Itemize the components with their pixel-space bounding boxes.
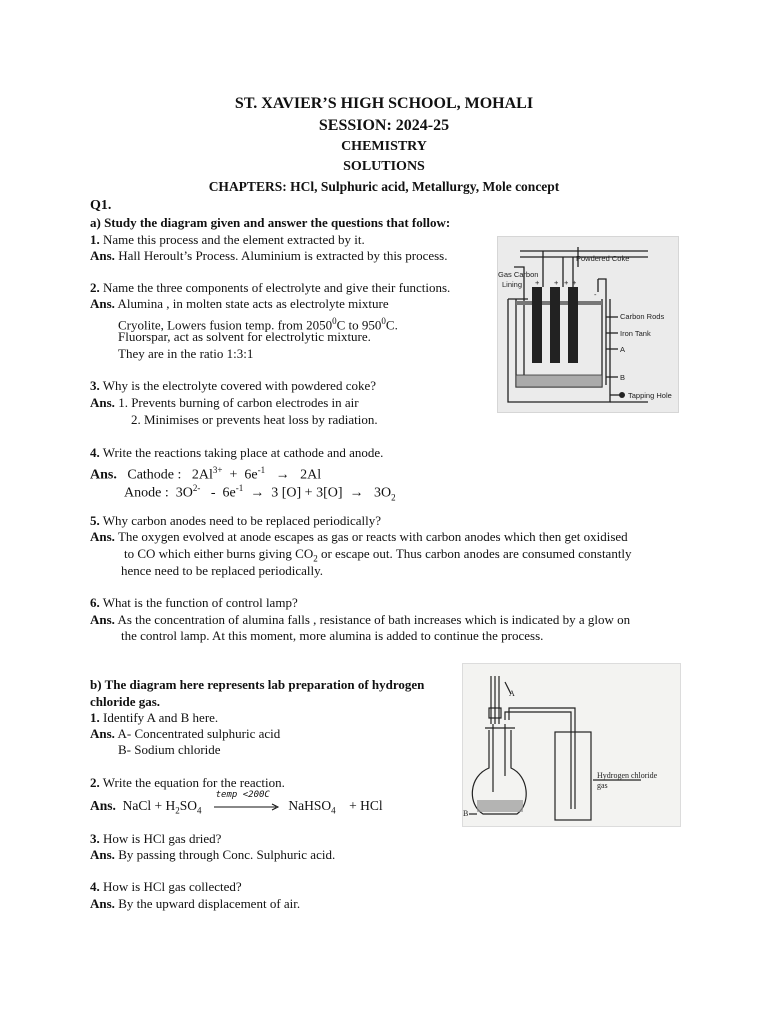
- a-q5-answer-3: hence need to be replaced periodically.: [121, 563, 323, 578]
- reaction-condition: temp <200C: [215, 790, 270, 800]
- a-q5: 5. Why carbon anodes need to be replaced periodically?: [90, 513, 382, 528]
- part-b-heading-1: b) The diagram here represents lab preparation of hydrogen: [90, 677, 425, 692]
- part-a-heading: a) Study the diagram given and answer the questions that follow:: [90, 215, 451, 230]
- b-q1-answer-2: B- Sodium chloride: [118, 742, 221, 757]
- a-q1: 1. Name this process and the element extracted by it.: [90, 232, 365, 247]
- a-q3: 3. Why is the electrolyte covered with powdered coke?: [90, 378, 377, 393]
- b-q4: 4. How is HCl gas collected?: [90, 879, 242, 894]
- label-hydrogen-chloride: Hydrogen chloride: [597, 771, 658, 780]
- doc-type-title: SOLUTIONS: [343, 159, 425, 174]
- label-a: A: [620, 345, 626, 354]
- a-q2-answer-2: Cryolite, Lowers fusion temp. from 2050$^0$C to $950^0C$.: [118, 316, 398, 333]
- sign-plus-4: +: [572, 278, 577, 287]
- a-q6-answer-2: the control lamp. At this moment, more alumina is added to continue the process.: [121, 628, 544, 643]
- a-q2: 2. Name the three components of electrolyte and give their functions.: [90, 280, 451, 295]
- sign-plus-2: +: [554, 278, 559, 287]
- a-q2-answer-3: Fluorspar, act as solvent for electrolytic mixture.: [118, 329, 371, 344]
- a-q2-answer-1: Ans. Alumina , in molten state acts as electrolyte mixture: [90, 296, 389, 311]
- label-tapping-hole: Tapping Hole: [628, 391, 672, 400]
- electrolytic-cell-drawing: [498, 237, 678, 412]
- school-title: ST. XAVIER’S HIGH SCHOOL, MOHALI: [234, 95, 534, 112]
- a-q1-answer: Ans. Hall Heroult’s Process. Aluminium is extracted by this process.: [90, 248, 448, 263]
- label-b: B: [620, 373, 626, 382]
- a-q2-answer-4: They are in the ratio 1:3:1: [118, 346, 254, 361]
- a-q6-answer-1: Ans. As the concentration of alumina falls , resistance of bath increases which is indicated by a glow on: [90, 612, 631, 627]
- b-q1: 1. Identify A and B here.: [90, 710, 219, 725]
- sign-plus-1: +: [535, 278, 540, 287]
- label-carbon-rods: Carbon Rods: [620, 312, 665, 321]
- a-q5-answer-1: Ans. The oxygen evolved at anode escapes as gas or reacts with carbon anodes which then get oxidised: [90, 529, 628, 544]
- reaction-arrow: [212, 790, 282, 814]
- b-q3: 3. How is HCl gas dried?: [90, 831, 222, 846]
- session-title: SESSION: 2024-25: [318, 117, 450, 134]
- a-q3-answer-2: 2. Minimises or prevents heat loss by radiation.: [131, 412, 378, 427]
- label-gas-carbon: Gas Carbon: [498, 270, 539, 279]
- a-q4: 4. Write the reactions taking place at cathode and anode.: [90, 445, 384, 460]
- a-q3-answer-1: Ans. 1. Prevents burning of carbon electrodes in air: [90, 395, 359, 410]
- label-lining: Lining: [502, 280, 523, 289]
- b-q2: 2. Write the equation for the reaction.: [90, 775, 285, 790]
- anode-reaction: Anode : $3O^{2-}$ - $6e^{-1} \to 3$ [O] + 3[O] → $3O_2$: [124, 483, 396, 503]
- electrolytic-cell-diagram: [497, 236, 679, 413]
- label-gas: gas: [597, 781, 608, 790]
- question-number: Q1.: [90, 198, 112, 213]
- sign-plus-3: +: [564, 278, 569, 287]
- chapters-line: CHAPTERS: HCl, Sulphuric acid, Metallurgy, Mole concept: [208, 179, 560, 194]
- subject-title: CHEMISTRY: [341, 139, 427, 154]
- sign-minus: -: [594, 290, 597, 299]
- label-b: B: [463, 809, 469, 818]
- cathode-reaction: Ans. Cathode : $2Al^{3+} + 6e^{-1}$ → 2Al: [90, 465, 322, 483]
- part-b-heading-2: chloride gas.: [90, 694, 161, 709]
- b-q2-equation: Ans. NaCl + $H_2SO_4$ temp <200C NaHSO$_4$ + HCl: [90, 798, 383, 819]
- hcl-preparation-diagram: [462, 663, 681, 827]
- b-q4-answer: Ans. By the upward displacement of air.: [90, 896, 301, 911]
- label-powdered-coke: Powdered Coke: [576, 254, 630, 263]
- b-q1-answer-1: Ans. A- Concentrated sulphuric acid: [90, 726, 281, 741]
- a-q5-answer-2: to CO which either burns giving $CO_2$ or escape out. Thus carbon anodes are consumed constantly: [124, 546, 632, 564]
- b-q3-answer: Ans. By passing through Conc. Sulphuric acid.: [90, 847, 336, 862]
- hcl-apparatus-drawing: [463, 664, 680, 826]
- label-iron-tank: Iron Tank: [620, 329, 651, 338]
- a-q6: 6. What is the function of control lamp?: [90, 595, 298, 610]
- label-a: A: [509, 689, 515, 698]
